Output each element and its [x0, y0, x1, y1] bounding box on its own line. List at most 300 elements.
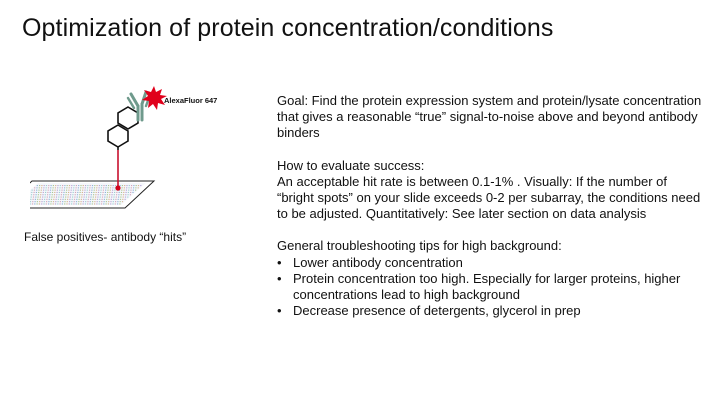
- array-spot: [36, 187, 37, 188]
- array-spot: [46, 201, 47, 202]
- array-spot: [36, 190, 37, 191]
- array-spot: [70, 192, 71, 193]
- array-spot: [34, 190, 35, 191]
- array-spot: [97, 201, 98, 202]
- array-spot: [112, 187, 113, 188]
- array-spot: [44, 197, 45, 198]
- array-spot: [84, 194, 85, 195]
- fluorophore-label: AlexaFluor 647: [164, 96, 218, 105]
- array-spot: [51, 185, 52, 186]
- array-spot: [106, 185, 107, 186]
- tip-text: Protein concentration too high. Especially for larger proteins, higher concentrations lead to high background: [293, 270, 681, 303]
- array-spot: [105, 190, 106, 191]
- array-spot: [61, 194, 62, 195]
- array-spot: [31, 194, 32, 195]
- array-spot: [76, 199, 77, 200]
- array-spot: [100, 194, 101, 195]
- array-spot: [64, 201, 65, 202]
- array-spot: [85, 203, 86, 204]
- array-spot: [76, 185, 77, 186]
- array-spot: [70, 197, 71, 198]
- array-spot: [53, 185, 54, 186]
- array-spot: [46, 199, 47, 200]
- array-spot: [89, 192, 90, 193]
- array-spot: [48, 187, 49, 188]
- array-spot: [121, 190, 122, 191]
- array-spot: [42, 199, 43, 200]
- array-spot: [103, 190, 104, 191]
- array-spot: [67, 185, 68, 186]
- array-spot: [53, 201, 54, 202]
- array-spot: [61, 190, 62, 191]
- array-spot: [128, 192, 129, 193]
- array-spot: [132, 192, 133, 193]
- bullet: •: [277, 254, 282, 270]
- array-spot: [36, 192, 37, 193]
- array-spot: [135, 190, 136, 191]
- array-spot: [89, 187, 90, 188]
- array-spot: [125, 194, 126, 195]
- array-spot: [82, 192, 83, 193]
- array-spot: [102, 194, 103, 195]
- array-spot: [120, 185, 121, 186]
- array-spot: [76, 187, 77, 188]
- array-spot: [69, 203, 70, 204]
- array-spot: [43, 192, 44, 193]
- array-spot: [41, 190, 42, 191]
- tip-text: Decrease presence of detergents, glycerol in prep: [293, 303, 581, 319]
- array-spot: [83, 199, 84, 200]
- array-spot: [72, 194, 73, 195]
- array-spot: [37, 185, 38, 186]
- array-spot: [30, 199, 31, 200]
- array-spot: [86, 194, 87, 195]
- array-spot: [70, 194, 71, 195]
- array-spot: [138, 187, 139, 188]
- array-spot: [33, 199, 34, 200]
- array-spot: [121, 194, 122, 195]
- array-spot: [121, 192, 122, 193]
- array-spot: [87, 185, 88, 186]
- array-spot: [72, 197, 73, 198]
- array-spot: [33, 194, 34, 195]
- array-spot: [34, 192, 35, 193]
- array-spot: [54, 194, 55, 195]
- array-spot: [53, 203, 54, 204]
- array-spot: [120, 201, 121, 202]
- array-spot: [140, 185, 141, 186]
- array-spot: [76, 201, 77, 202]
- array-spot: [79, 197, 80, 198]
- array-spot: [38, 197, 39, 198]
- array-spot: [68, 192, 69, 193]
- array-spot: [40, 194, 41, 195]
- array-spot: [81, 199, 82, 200]
- array-spot: [52, 194, 53, 195]
- tip-text: Lower antibody concentration: [293, 254, 463, 270]
- array-spot: [129, 185, 130, 186]
- array-spot: [87, 190, 88, 191]
- array-spot: [50, 190, 51, 191]
- bullet: •: [277, 270, 282, 286]
- array-spot: [115, 203, 116, 204]
- array-spot: [45, 194, 46, 195]
- array-spot: [50, 192, 51, 193]
- array-spot: [90, 201, 91, 202]
- array-spot: [94, 203, 95, 204]
- array-spot: [43, 190, 44, 191]
- array-spot: [83, 201, 84, 202]
- array-spot: [45, 192, 46, 193]
- array-spot: [99, 199, 100, 200]
- array-spot: [56, 197, 57, 198]
- array-spot: [41, 201, 42, 202]
- array-spot: [84, 192, 85, 193]
- array-spot: [93, 197, 94, 198]
- array-spot: [64, 190, 65, 191]
- evaluate-heading: How to evaluate success:: [277, 157, 425, 173]
- array-spot: [35, 199, 36, 200]
- array-spot: [111, 197, 112, 198]
- ring-lower: [108, 125, 128, 147]
- array-spot: [68, 190, 69, 191]
- tips-list: [277, 255, 707, 320]
- array-spot: [126, 185, 127, 186]
- array-spot: [51, 199, 52, 200]
- array-spot: [104, 199, 105, 200]
- array-spot: [79, 194, 80, 195]
- array-spot: [133, 190, 134, 191]
- array-spot: [87, 187, 88, 188]
- array-spot: [79, 199, 80, 200]
- array-spot: [82, 194, 83, 195]
- array-spot: [116, 197, 117, 198]
- array-spot: [119, 192, 120, 193]
- array-spot: [77, 194, 78, 195]
- array-spot: [99, 201, 100, 202]
- array-spot: [113, 199, 114, 200]
- array-spot: [50, 187, 51, 188]
- array-spot: [114, 190, 115, 191]
- array-spot: [50, 203, 51, 204]
- array-spot: [110, 185, 111, 186]
- array-spot: [89, 203, 90, 204]
- array-spot: [105, 187, 106, 188]
- array-spot: [41, 185, 42, 186]
- array-spot: [90, 199, 91, 200]
- array-spot: [58, 197, 59, 198]
- array-spot: [77, 197, 78, 198]
- array-spot: [54, 192, 55, 193]
- array-spot: [113, 201, 114, 202]
- array-spot: [106, 199, 107, 200]
- array-spot: [35, 201, 36, 202]
- array-spot: [124, 190, 125, 191]
- array-spot: [112, 192, 113, 193]
- array-spot: [130, 194, 131, 195]
- array-spot: [82, 190, 83, 191]
- array-spot: [56, 194, 57, 195]
- array-spot: [30, 203, 31, 204]
- list-item: [277, 271, 707, 303]
- array-spot: [74, 199, 75, 200]
- array-spot: [92, 185, 93, 186]
- ring-upper: [118, 107, 138, 129]
- array-spot: [47, 194, 48, 195]
- array-spot: [95, 199, 96, 200]
- array-spot: [42, 197, 43, 198]
- array-spot: [57, 192, 58, 193]
- array-spot: [126, 192, 127, 193]
- array-spot: [103, 192, 104, 193]
- array-spot: [95, 194, 96, 195]
- array-spot: [97, 197, 98, 198]
- array-spot: [35, 197, 36, 198]
- array-spot: [108, 185, 109, 186]
- array-spot: [57, 190, 58, 191]
- array-spot: [110, 190, 111, 191]
- slide-body: [277, 93, 707, 319]
- array-spot: [131, 185, 132, 186]
- array-spot: [39, 185, 40, 186]
- array-spot: [107, 194, 108, 195]
- array-spot: [122, 199, 123, 200]
- array-spot: [96, 192, 97, 193]
- array-spot: [102, 197, 103, 198]
- array-spot: [52, 190, 53, 191]
- array-spot: [82, 187, 83, 188]
- array-spot: [108, 199, 109, 200]
- array-spot: [126, 190, 127, 191]
- array-spot: [133, 185, 134, 186]
- array-spot: [118, 194, 119, 195]
- array-spot: [128, 194, 129, 195]
- array-spot: [94, 190, 95, 191]
- array-spot: [74, 201, 75, 202]
- array-spot: [104, 197, 105, 198]
- array-spot: [53, 187, 54, 188]
- array-spot: [109, 197, 110, 198]
- array-spot: [55, 190, 56, 191]
- array-spot: [66, 187, 67, 188]
- array-spot: [92, 187, 93, 188]
- array-spot: [94, 187, 95, 188]
- array-spot: [97, 199, 98, 200]
- array-spot: [135, 187, 136, 188]
- array-spot: [43, 187, 44, 188]
- array-spot: [128, 190, 129, 191]
- array-spot: [62, 199, 63, 200]
- array-spot: [105, 194, 106, 195]
- array-spot: [92, 199, 93, 200]
- array-spot: [85, 199, 86, 200]
- array-spot: [62, 185, 63, 186]
- array-spot: [117, 201, 118, 202]
- array-spot: [113, 197, 114, 198]
- array-spot: [120, 199, 121, 200]
- array-spot: [103, 187, 104, 188]
- array-spot: [71, 190, 72, 191]
- array-spot: [108, 203, 109, 204]
- array-spot: [110, 201, 111, 202]
- array-spot: [98, 192, 99, 193]
- array-spot: [62, 203, 63, 204]
- array-spot: [60, 199, 61, 200]
- array-spot: [47, 197, 48, 198]
- array-spot: [41, 187, 42, 188]
- array-spot: [108, 201, 109, 202]
- array-spot: [69, 185, 70, 186]
- array-spot: [48, 203, 49, 204]
- figure-caption: False positives- antibody “hits”: [24, 230, 187, 244]
- array-spot: [118, 197, 119, 198]
- array-spot: [55, 187, 56, 188]
- array-spot: [58, 201, 59, 202]
- array-spot: [32, 190, 33, 191]
- array-spot: [62, 187, 63, 188]
- array-spot: [97, 185, 98, 186]
- array-spot: [63, 197, 64, 198]
- array-spot: [40, 197, 41, 198]
- array-spot: [122, 201, 123, 202]
- array-spot: [59, 194, 60, 195]
- array-spot: [130, 192, 131, 193]
- array-spot: [49, 194, 50, 195]
- array-spot: [78, 187, 79, 188]
- array-spot: [71, 201, 72, 202]
- array-spot: [89, 190, 90, 191]
- array-spot: [57, 185, 58, 186]
- array-spot: [34, 187, 35, 188]
- array-spot: [49, 197, 50, 198]
- array-spot: [60, 203, 61, 204]
- array-spot: [91, 192, 92, 193]
- array-spot: [102, 199, 103, 200]
- array-spot: [64, 187, 65, 188]
- array-spot: [125, 199, 126, 200]
- bullet: •: [277, 303, 282, 319]
- array-spot: [69, 187, 70, 188]
- array-spot: [75, 192, 76, 193]
- array-spot: [75, 194, 76, 195]
- array-spot: [78, 203, 79, 204]
- array-spot: [93, 194, 94, 195]
- array-spot: [74, 185, 75, 186]
- array-spot: [126, 187, 127, 188]
- evaluate-paragraph: An acceptable hit rate is between 0.1-1% . Visually: If the number of “bright spots” on your slide exceeds 0-2 per subarray, the conditions need to be adjusted. Quantitatively: See later section on data analysis: [277, 173, 701, 222]
- array-spot: [120, 197, 121, 198]
- array-spot: [127, 197, 128, 198]
- array-spot: [69, 201, 70, 202]
- array-spot: [103, 185, 104, 186]
- array-spot: [81, 201, 82, 202]
- array-spot: [59, 187, 60, 188]
- array-spot: [63, 194, 64, 195]
- array-spot: [86, 192, 87, 193]
- array-spot: [118, 199, 119, 200]
- array-spot: [138, 185, 139, 186]
- array-spot: [55, 203, 56, 204]
- array-spot: [59, 190, 60, 191]
- array-spot: [48, 185, 49, 186]
- array-spot: [80, 187, 81, 188]
- array-spot: [125, 197, 126, 198]
- array-spot: [109, 194, 110, 195]
- array-spot: [80, 203, 81, 204]
- array-spot: [130, 190, 131, 191]
- array-spot: [76, 203, 77, 204]
- array-spot: [123, 197, 124, 198]
- array-spot: [111, 194, 112, 195]
- bound-spot: [115, 185, 120, 190]
- array-spot: [122, 187, 123, 188]
- array-spot: [40, 192, 41, 193]
- array-spot: [80, 185, 81, 186]
- array-spot: [96, 203, 97, 204]
- array-spot: [96, 190, 97, 191]
- array-spot: [39, 199, 40, 200]
- tips-heading: General troubleshooting tips for high background:: [277, 238, 562, 254]
- array-spot: [124, 185, 125, 186]
- array-spot: [77, 192, 78, 193]
- array-spot: [85, 201, 86, 202]
- array-spot: [80, 192, 81, 193]
- array-spot: [106, 201, 107, 202]
- array-spot: [101, 185, 102, 186]
- array-spot: [52, 192, 53, 193]
- array-spot: [71, 187, 72, 188]
- array-spot: [71, 203, 72, 204]
- array-spot: [117, 203, 118, 204]
- array-spot: [66, 192, 67, 193]
- array-spot: [53, 199, 54, 200]
- array-spot: [38, 190, 39, 191]
- array-spot: [114, 194, 115, 195]
- array-spot: [93, 192, 94, 193]
- array-spot: [88, 199, 89, 200]
- array-spot: [66, 190, 67, 191]
- array-spot: [43, 203, 44, 204]
- array-spot: [113, 185, 114, 186]
- array-spot: [104, 201, 105, 202]
- goal-paragraph: Goal: Find the protein expression system and protein/lysate concentration that gives a reasonable “true” signal-to-noise above and beyond antibody binders: [277, 93, 702, 141]
- array-spot: [108, 187, 109, 188]
- array-spot: [116, 192, 117, 193]
- array-spot: [90, 197, 91, 198]
- array-spot: [99, 185, 100, 186]
- array-spot: [75, 190, 76, 191]
- array-spot: [60, 185, 61, 186]
- array-spot: [60, 201, 61, 202]
- array-spot: [100, 197, 101, 198]
- array-spot: [63, 192, 64, 193]
- array-spot: [58, 199, 59, 200]
- array-spot: [48, 201, 49, 202]
- array-spot: [80, 190, 81, 191]
- array-spot: [73, 192, 74, 193]
- array-spot: [67, 199, 68, 200]
- array-spot: [78, 190, 79, 191]
- array-spot: [112, 190, 113, 191]
- list-item: [277, 303, 707, 319]
- array-spot: [107, 192, 108, 193]
- array-spot: [69, 199, 70, 200]
- array-spot: [61, 197, 62, 198]
- array-spot: [94, 185, 95, 186]
- array-spot: [47, 192, 48, 193]
- array-spot: [30, 201, 31, 202]
- array-spot: [111, 199, 112, 200]
